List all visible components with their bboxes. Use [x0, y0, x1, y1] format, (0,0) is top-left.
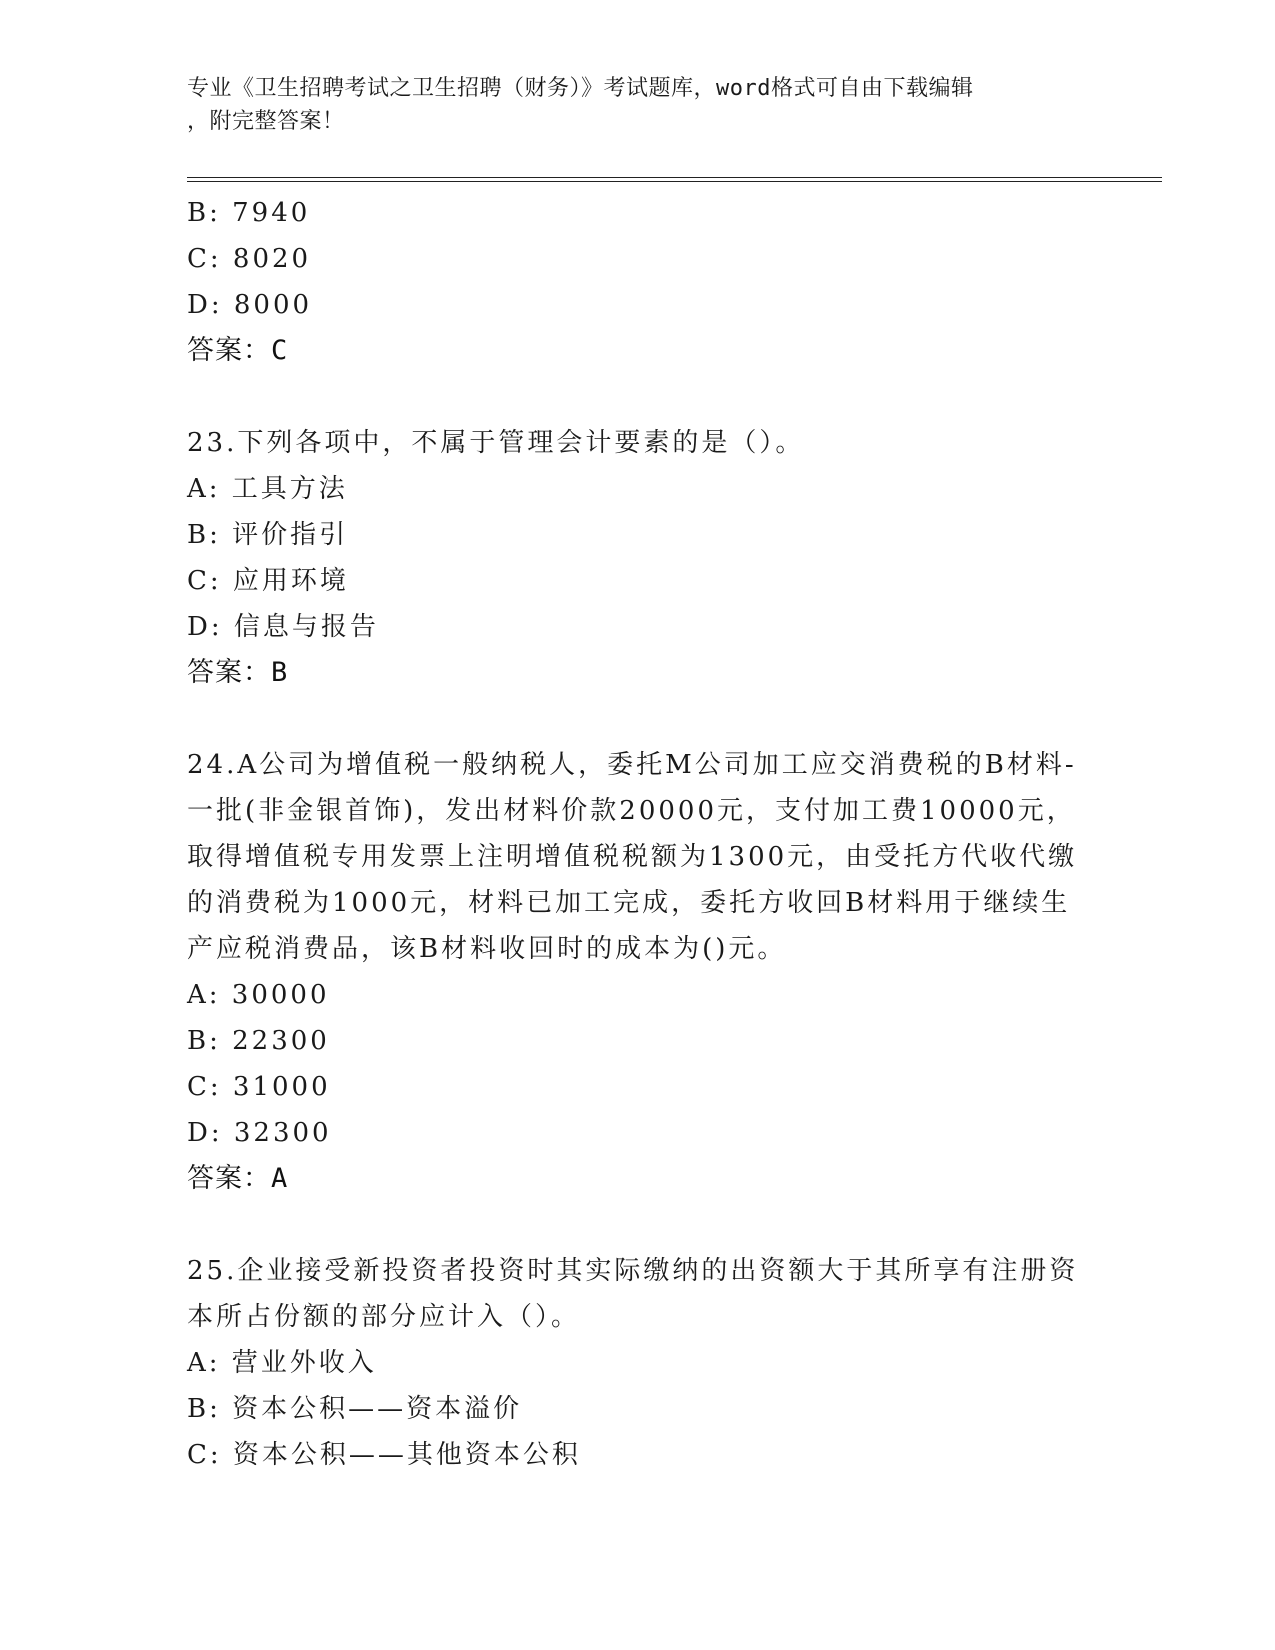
question-text-line: 25.企业接受新投资者投资时其实际缴纳的出资额大于其所享有注册资: [187, 1256, 1079, 1286]
question-text-line: 的消费税为1000元，材料已加工完成，委托方收回B材料用于继续生: [187, 888, 1071, 918]
question-25: [187, 1248, 1087, 1478]
header-title-line1: 专业《卫生招聘考试之卫生招聘（财务）》考试题库，word格式可自由下载编辑: [187, 76, 974, 101]
question-text-line: 一批(非金银首饰)，发出材料价款20000元，支付加工费10000元，: [187, 796, 1076, 826]
spacer: [187, 1202, 1087, 1248]
answer-line: 答案：C: [187, 335, 289, 366]
option-d: D: 信息与报告: [187, 612, 379, 642]
question-text: 23.下列各项中，不属于管理会计要素的是（）。: [187, 428, 805, 458]
option-d: D: 8000: [187, 290, 313, 320]
option-a: A: 工具方法: [187, 474, 348, 504]
option-c: C: 资本公积——其他资本公积: [187, 1440, 581, 1470]
question-text-line: 本所占份额的部分应计入（）。: [187, 1302, 581, 1332]
spacer: [187, 696, 1087, 742]
option-c: C: 8020: [187, 244, 312, 274]
header-double-rule: [187, 177, 1162, 182]
option-b: B: 22300: [187, 1026, 330, 1056]
question-24: [187, 742, 1087, 1202]
question-text-line: 产应税消费品，该B材料收回时的成本为()元。: [187, 934, 787, 964]
document-header: [187, 72, 1077, 138]
question-text-line: 24.A公司为增值税一般纳税人，委托M公司加工应交消费税的B材料-: [187, 750, 1077, 780]
answer-line: 答案：A: [187, 1163, 289, 1194]
option-b: B: 评价指引: [187, 520, 349, 550]
option-c: C: 应用环境: [187, 566, 349, 596]
header-title-line2: ，附完整答案！: [187, 109, 345, 134]
option-c: C: 31000: [187, 1072, 331, 1102]
question-23: [187, 420, 1087, 696]
spacer: [187, 374, 1087, 420]
option-a: A: 30000: [187, 980, 330, 1010]
question-22-continuation: [187, 190, 1087, 374]
option-b: B: 资本公积——资本溢价: [187, 1394, 523, 1424]
question-text-line: 取得增值税专用发票上注明增值税税额为1300元，由受托方代收代缴: [187, 842, 1078, 872]
option-b: B: 7940: [187, 198, 311, 228]
question-list: [187, 190, 1087, 1478]
option-d: D: 32300: [187, 1118, 332, 1148]
option-a: A: 营业外收入: [187, 1348, 377, 1378]
answer-line: 答案：B: [187, 657, 289, 688]
